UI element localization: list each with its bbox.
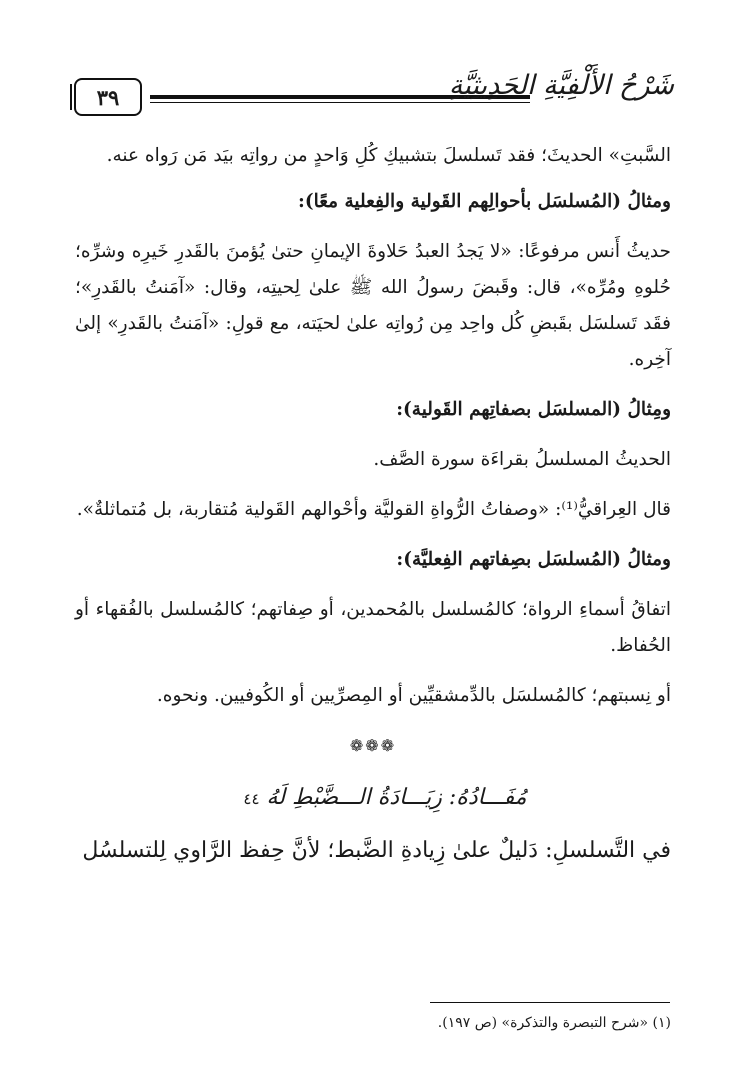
paragraph: قال العِراقيُّ⁽¹⁾: «وصفاتُ الرُّواةِ القوليَّة وأحْوالهم القَولية مُتقاربة، بل مُتماثلةٌ». [76, 499, 671, 520]
running-title: شَرْحُ الأَلْفِيَّةِ الحَدِيثِيَّةِ [448, 70, 674, 101]
page-number: ٣٩ [74, 78, 142, 116]
footnote: (١) «شرح التبصرة والتذكرة» (ص ١٩٧). [437, 1015, 671, 1031]
section-ornament: ❁❁❁ [349, 736, 397, 755]
paragraph: السَّبتِ» الحديثَ؛ فقد تَسلسلَ بتشبيكِ كُلِ وَاحدٍ من رواتِه بيَد مَن رَواه عنه. [106, 145, 671, 166]
footnote-rule [430, 1002, 670, 1003]
paragraph: حديثُ أَنس مرفوعًا: «لا يَجدُ العبدُ حَلاوةَ الإيمانِ حتىٰ يُؤمنَ بالقَدرِ خَيرِه وشرِّه؛ حُلوهِ ومُرِّه»، قال: وقَبضَ رسولُ الله ﷺ علىٰ لِحيتِه، وقال: «آمَنتُ بالقَدرِ»؛ فقَد تَسلسَل بقَبضِ كُل واحِد مِن رُواتِه علىٰ لحيَته، مع قولِ: «آمَنتُ بالقَدرِ» إلىٰ آخِره. [75, 241, 671, 370]
paragraph: أو نِسبتهم؛ كالمُسلسَل بالدِّمشقيِّين أو المِصرِّيين أو الكُوفيين. ونحوه. [156, 685, 671, 706]
body-text [75, 138, 671, 879]
section-heading: ومِثالُ (المسلسَل بصفاتِهم القَولية): [396, 399, 671, 420]
paragraph: في التَّسلسلِ: دَليلٌ علىٰ زِيادةِ الضَّبط؛ لأنَّ حِفظ الرَّاوي لِلتسلسُل [82, 838, 671, 863]
section-heading: ومثالُ (المُسلسَل بصِفاتهم الفِعليَّة): [396, 549, 671, 570]
page-header [74, 70, 674, 126]
benefit-heading [75, 780, 671, 817]
benefit-number: ٤٤ [243, 790, 260, 808]
section-heading: ومثالُ (المُسلسَل بأحوالِهم القَولية والفِعلية معًا): [298, 191, 671, 212]
paragraph: اتفاقُ أسماءِ الرواة؛ كالمُسلسل بالمُحمدين، أو صِفاتهم؛ كالمُسلسل بالفُقهاء أو الحُفاظ. [75, 599, 671, 656]
benefit-title: مُفَـــادُهُ: زِيَـــادَةُ الـــضَّبْطِ لَهُ [266, 785, 527, 810]
paragraph: الحديثُ المسلسلُ بقراءَة سورة الصَّف. [373, 449, 671, 470]
